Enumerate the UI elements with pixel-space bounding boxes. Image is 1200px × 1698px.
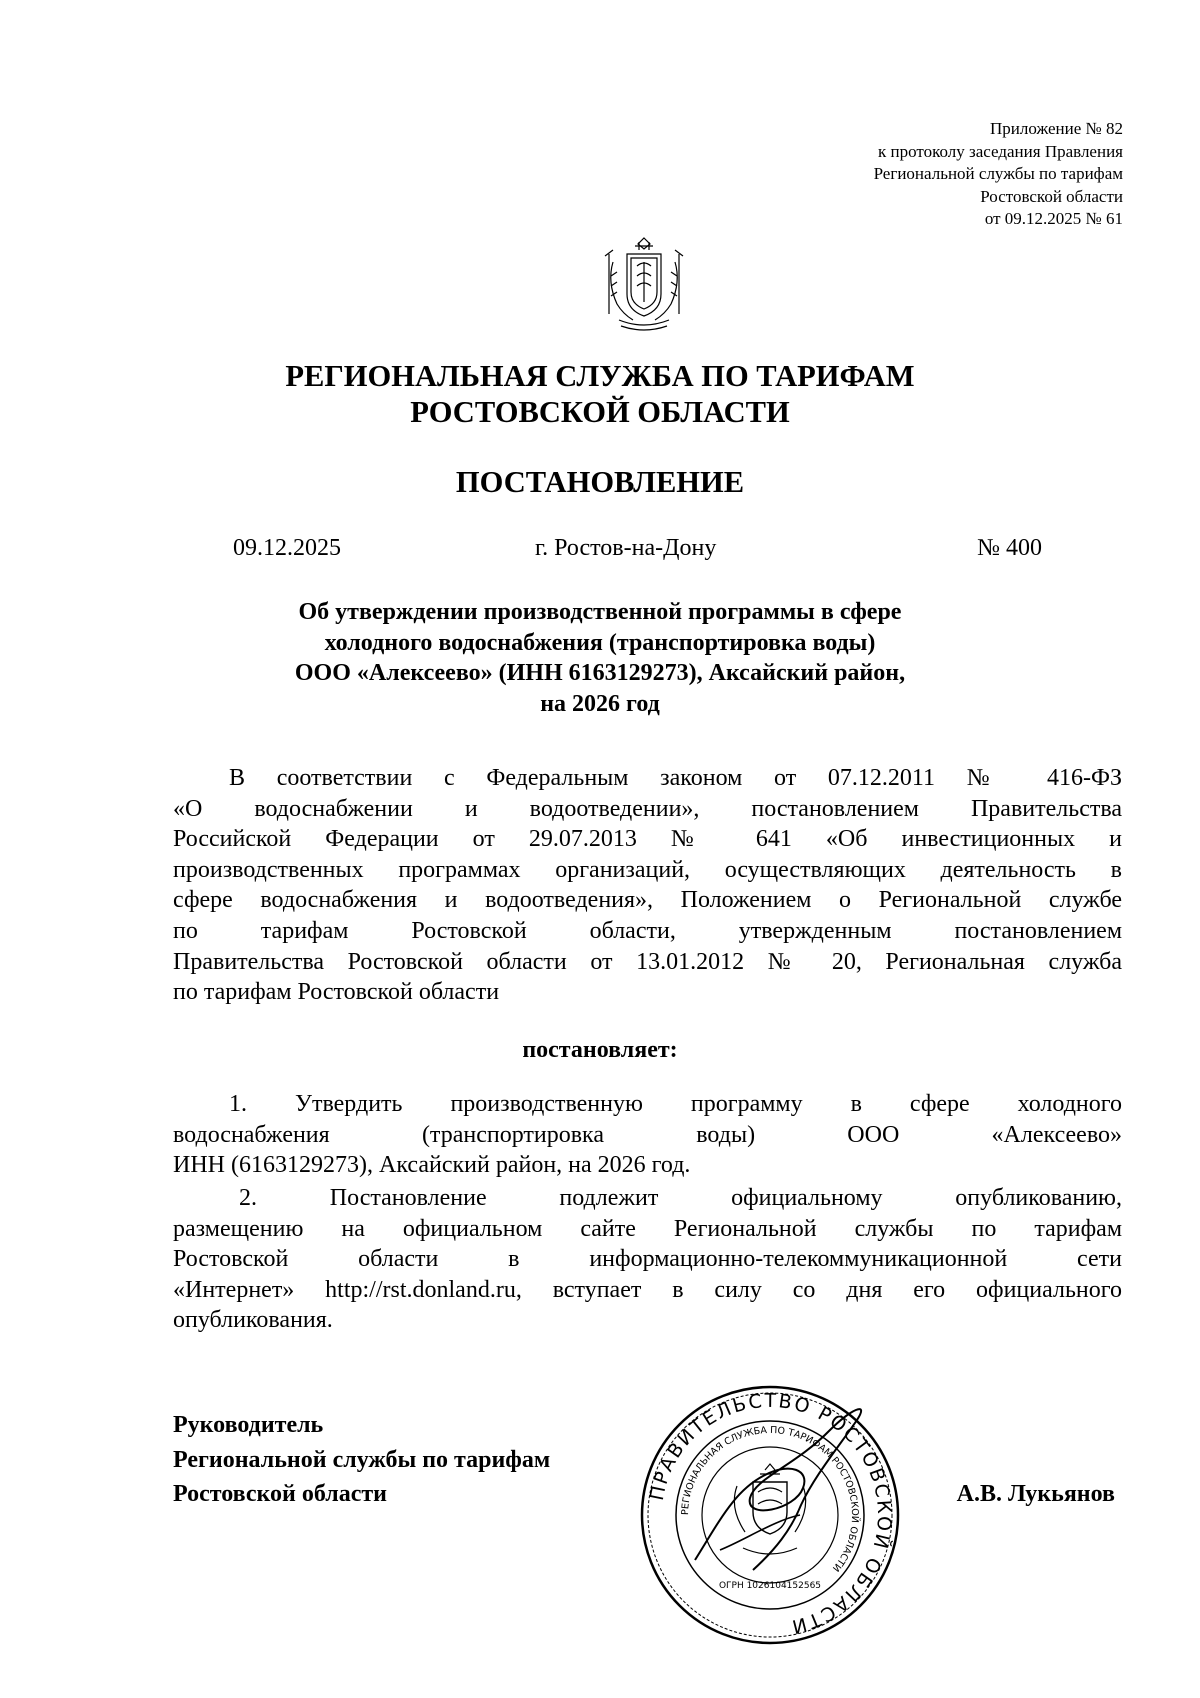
text-line: по тарифам Ростовской области [173, 979, 500, 1006]
text-line: ИНН (6163129273), Аксайский район, на 2026 год. [173, 1152, 691, 1179]
coat-of-arms-icon [599, 232, 689, 334]
text-line: Российской Федерации от 29.07.2013 № 641 «Об инвестиционных и [173, 826, 1122, 853]
subject-line: Об утверждении производственной программы в сфере [298, 599, 902, 625]
text-line: Ростовской области в информационно-телекоммуникационной сети [173, 1246, 1122, 1273]
text-line: водоснабжения (транспортировка воды) ООО «Алексеево» [173, 1121, 1122, 1148]
document-subject [0, 597, 1200, 719]
signatory-title-line: Руководитель [173, 1412, 324, 1438]
official-seal-icon [625, 1370, 915, 1660]
document-type: ПОСТАНОВЛЕНИЕ [455, 465, 745, 499]
appendix-line: Региональной службы по тарифам [873, 164, 1123, 183]
signatory-title-line: Ростовской области [173, 1481, 387, 1507]
appendix-line: Ростовской области [980, 186, 1123, 206]
document-city: г. Ростов-на-Дону [535, 535, 717, 561]
text-line: сфере водоснабжения и водоотведения», Положением о Региональной службе [173, 887, 1122, 914]
appendix-note [874, 118, 1123, 231]
document-date: 09.12.2025 [233, 535, 341, 561]
text-line: «О водоснабжении и водоотведении», постановлением Правительства [173, 795, 1122, 822]
document-number: № 400 [977, 535, 1042, 561]
org-line: РЕГИОНАЛЬНАЯ СЛУЖБА ПО ТАРИФАМ [285, 359, 915, 393]
subject-line: холодного водоснабжения (транспортировка воды) [324, 629, 876, 656]
resolves-heading: постановляет: [522, 1037, 678, 1063]
text-line: производственных программах организаций, осуществляющих деятельность в [173, 856, 1122, 883]
appendix-line: Приложение № 82 [990, 119, 1123, 138]
appendix-line: от 09.12.2025 № 61 [984, 209, 1123, 228]
org-line: РОСТОВСКОЙ ОБЛАСТИ [410, 395, 790, 429]
signatory-title-line: Региональной службы по тарифам [173, 1446, 551, 1473]
signatory-name: А.В. Лукьянов [956, 1481, 1115, 1507]
seal-inner-text: РЕГИОНАЛЬНАЯ СЛУЖБА ПО ТАРИФАМ РОСТОВСКОЙ ОБЛАСТИ [679, 1424, 861, 1574]
appendix-line: к протоколу заседания Правления [878, 141, 1123, 161]
preamble-paragraph [173, 763, 1122, 1008]
organization-name [0, 358, 1200, 430]
seal-ogrn: ОГРН 1026104152565 [718, 1581, 822, 1591]
text-line: размещению на официальном сайте Региональной службы по тарифам [173, 1215, 1122, 1242]
item-2-paragraph [173, 1183, 1122, 1336]
seal-outer-text: ПРАВИТЕЛЬСТВО РОСТОВСКОЙ ОБЛАСТИ [645, 1389, 896, 1639]
subject-line: на 2026 год [540, 690, 660, 717]
item-1-paragraph [173, 1089, 1122, 1181]
text-line: по тарифам Ростовской области, утвержденным постановлением [173, 917, 1122, 944]
text-line: В соответствии с Федеральным законом от 07.12.2011 № 416-ФЗ [229, 765, 1122, 791]
signatory-title [173, 1408, 550, 1512]
subject-line: ООО «Алексеево» (ИНН 6163129273), Аксайский район, [294, 660, 906, 686]
text-line: 2. Постановление подлежит официальному опубликованию, [239, 1185, 1122, 1211]
text-line: 1. Утвердить производственную программу в сфере холодного [229, 1091, 1122, 1117]
text-line: Правительства Ростовской области от 13.01.2012 № 20, Региональная служба [173, 948, 1122, 975]
text-line: «Интернет» http://rst.donland.ru, вступает в силу со дня его официального [173, 1276, 1122, 1303]
text-line: опубликования. [173, 1307, 333, 1334]
